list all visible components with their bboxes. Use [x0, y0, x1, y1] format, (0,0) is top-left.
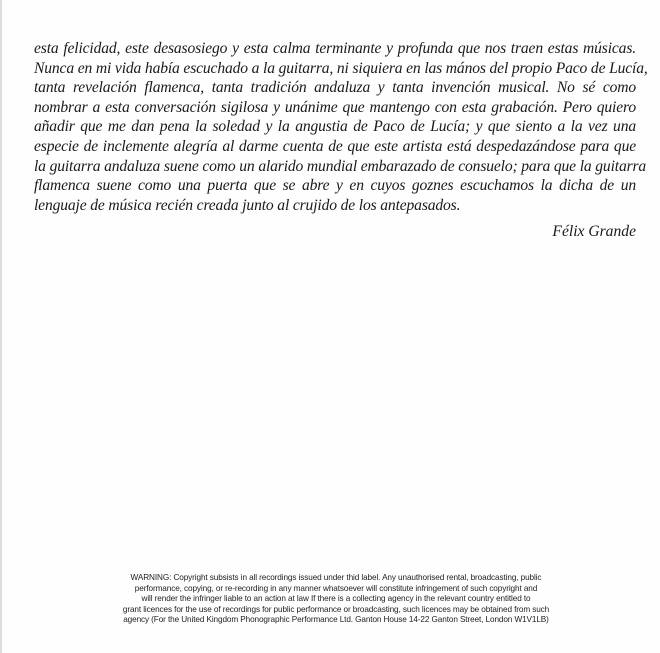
warning-line: grant licences for the use of recordings for public performance or broadcasting, such licences may be obtained from such [122, 604, 550, 614]
warning-line: will render the infringer liable to an action at law If there is a collecting agency in the relevant country entitled to [141, 594, 531, 604]
warning-line: performance, copying, or re-recording in any manner whatsoever will constitute infringement of such copyright and [134, 583, 538, 593]
warning-line: WARNING: Copyright subsists in all recordings issued under thid label. Any unauthorised rental, broadcasting, public [130, 573, 542, 582]
essay-line: esta felicidad, este desasosiego y esta calma terminante y profunda que nos traen estas músicas. [34, 40, 636, 57]
page-edge [0, 0, 2, 653]
copyright-warning [86, 573, 586, 626]
essay-text [34, 39, 648, 215]
essay-line: lenguaje de música recién creada junto al crujido de los antepasados. [34, 196, 461, 214]
essay-line: la guitarra andaluza suene como un alarido mundial embarazado de consuelo; para que la guitarra [34, 157, 647, 175]
essay-line: flamenca suene como una puerta que se abre y en cuyos goznes escuchamos la dicha de un [34, 177, 636, 195]
author-signature: Félix Grande [552, 223, 636, 240]
essay-line: tanta revelación flamenca, tanta tradición andaluza y tanta invención musical. No sé como [34, 79, 636, 97]
essay-line: Nunca en mi vida había escuchado a la guitarra, ni siquiera en las mános del propio Paco de Lucía, [34, 59, 648, 77]
essay-line: especie de inclemente alegría al darme cuenta de que este artista está despedazándose para que [34, 137, 636, 155]
essay-line: añadir que me dan pena la soledad y la angustia de Paco de Lucía; y que siento a la vez una [34, 118, 636, 136]
warning-line: agency (For the United Kingdom Phonographic Performance Ltd. Ganton House 14-22 Ganton Street, London W1V1LB) [123, 615, 549, 625]
essay-line: nombrar a esta conversación sigilosa y unánime que mantengo con esta grabación. Pero quiero [34, 98, 636, 116]
